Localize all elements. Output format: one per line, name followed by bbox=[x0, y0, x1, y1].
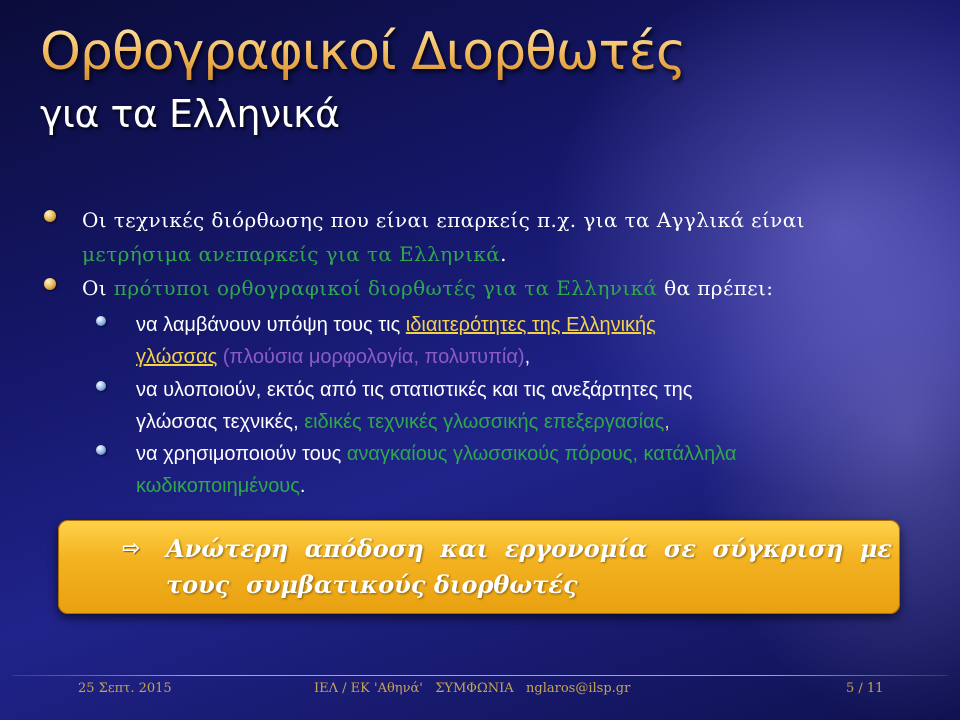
underlined-highlight: γλώσσας bbox=[136, 346, 218, 368]
conclusion-text bbox=[166, 531, 892, 603]
slide-title: Ορθογραφικοί Διορθωτές bbox=[40, 22, 686, 82]
highlight-text: αναγκαίους γλωσσικούς πόρους, κατάλληλα bbox=[346, 443, 737, 465]
bullet-text: να λαμβάνουν υπόψη τους τις bbox=[136, 314, 406, 336]
bullet-text: . bbox=[299, 475, 306, 497]
highlight-text: κωδικοποιημένους bbox=[136, 475, 300, 497]
conclusion-line-2: τους συμβατικούς διορθωτές bbox=[166, 570, 578, 599]
bullet-text: θα πρέπει: bbox=[657, 276, 774, 300]
bullet-text: γλώσσας τεχνικές, bbox=[136, 411, 305, 433]
bullet-text: Οι bbox=[82, 276, 114, 300]
underlined-highlight: ιδιαιτερότητες της Ελληνικής bbox=[405, 314, 656, 336]
footer-divider bbox=[12, 675, 948, 676]
highlight-text-purple: (πλούσια μορφολογία, πολυτυπία) bbox=[217, 346, 525, 368]
bullet-item-2 bbox=[82, 271, 942, 305]
bullet-text: Οι τεχνικές διόρθωσης που είναι επαρκείς π.χ. για τα Αγγλικά είναι bbox=[82, 208, 805, 232]
highlight-text: μετρήσιμα ανεπαρκείς bbox=[82, 242, 319, 266]
sub-bullet-icon bbox=[96, 316, 106, 326]
footer-date: 25 Σεπτ. 2015 bbox=[78, 681, 172, 696]
highlight-text: πρότυποι ορθογραφικοί διορθωτές για τα Ελληνικά bbox=[113, 276, 658, 300]
bullet-text: να υλοποιούν, εκτός από τις στατιστικές και τις ανεξάρτητες της bbox=[136, 379, 693, 401]
footer-center: ΙΕΛ / ΕΚ 'Αθηνά' ΣΥΜΦΩΝΙΑ nglaros@ilsp.gr bbox=[314, 681, 631, 696]
sub-bullet-item-2 bbox=[136, 374, 936, 438]
bullet-text: . bbox=[500, 242, 507, 266]
footer-page-number: 5 / 11 bbox=[846, 681, 884, 696]
arrow-right-icon: ⇨ bbox=[122, 536, 141, 561]
sub-bullet-icon bbox=[96, 445, 106, 455]
sub-bullet-item-3 bbox=[136, 438, 936, 502]
highlight-text-green: για τα Ελληνικά bbox=[318, 242, 501, 266]
bullet-text: , bbox=[524, 346, 531, 368]
sub-bullet-icon bbox=[96, 381, 106, 391]
sub-bullet-item-1 bbox=[136, 309, 936, 373]
bullet-text: να χρησιμοποιούν τους bbox=[136, 443, 347, 465]
bullet-icon bbox=[44, 278, 56, 290]
conclusion-line-1: Ανώτερη απόδοση και εργονομία σε σύγκριση με bbox=[166, 534, 892, 563]
slide-subtitle: για τα Ελληνικά bbox=[40, 92, 340, 136]
bullet-item-1 bbox=[82, 203, 942, 271]
highlight-text: ειδικές τεχνικές γλωσσικής επεξεργασίας bbox=[304, 411, 665, 433]
bullet-icon bbox=[44, 210, 56, 222]
bullet-text: , bbox=[664, 411, 670, 433]
